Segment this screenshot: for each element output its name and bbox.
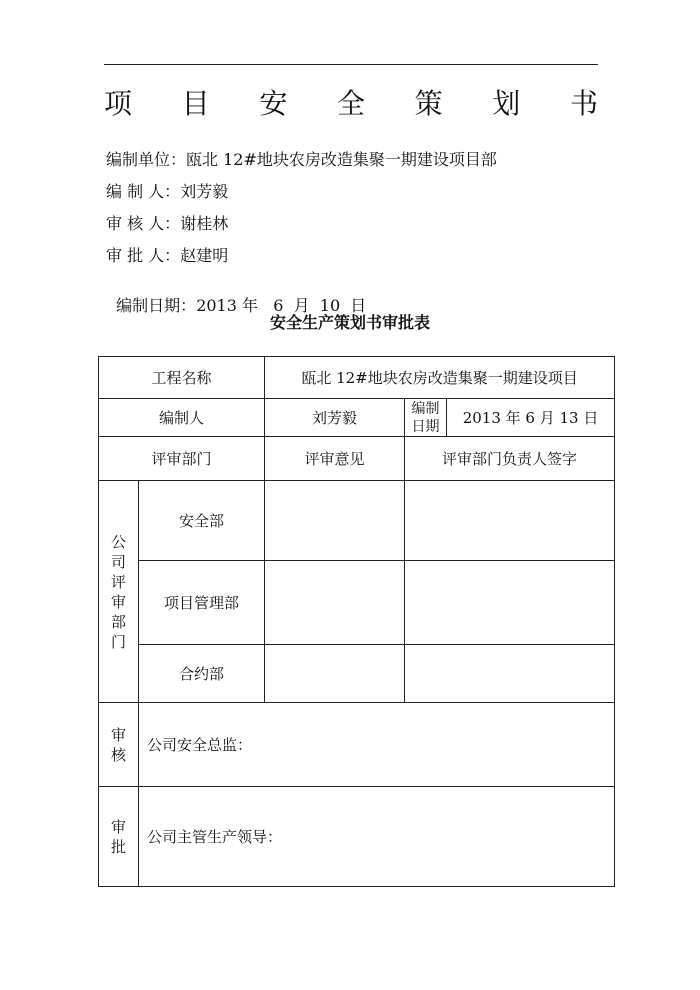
table-row-dept-2 — [99, 561, 615, 645]
department-signature-cell — [405, 645, 615, 703]
table-row-dept-1 — [99, 481, 615, 561]
department-opinion-cell — [265, 481, 405, 561]
table-row-compiler — [99, 399, 615, 437]
title-char-3: 安 — [259, 87, 288, 120]
meta-unit-label: 编制单位： — [106, 150, 187, 169]
meta-approver-value: 赵建明 — [180, 246, 229, 265]
meta-date-line — [106, 276, 366, 316]
meta-unit-value: 瓯北 12#地块农房改造集聚一期建设项目部 — [186, 150, 497, 169]
company-review-group-cell — [99, 481, 139, 703]
approval-table — [98, 356, 615, 887]
top-rule — [104, 64, 598, 65]
review-text: 公司安全总监： — [139, 703, 615, 787]
compiler-label: 编制人 — [99, 399, 265, 437]
header-signature: 评审部门负责人签字 — [405, 437, 615, 481]
table-row-headers — [99, 437, 615, 481]
department-signature-cell — [405, 481, 615, 561]
meta-approver-label: 审 批 人： — [106, 246, 181, 265]
meta-unit-line — [106, 150, 497, 170]
meta-compiler-value: 刘芳毅 — [180, 182, 229, 201]
compile-date-label: 编制日期 — [411, 400, 440, 435]
table-row-dept-3 — [99, 645, 615, 703]
title-char-1: 项 — [104, 87, 133, 120]
review-label-cell — [99, 703, 139, 787]
meta-compiler-label: 编 制 人： — [106, 182, 181, 201]
table-title: 安全生产策划书审批表 — [269, 313, 430, 332]
department-opinion-cell — [265, 645, 405, 703]
approve-text: 公司主管生产领导： — [139, 787, 615, 887]
department-name: 合约部 — [139, 645, 265, 703]
table-row-project — [99, 357, 615, 399]
header-dept: 评审部门 — [99, 437, 265, 481]
meta-reviewer-line — [106, 214, 228, 234]
title-char-6: 划 — [492, 87, 521, 120]
approve-label: 审批 — [110, 817, 126, 856]
approve-label-cell — [99, 787, 139, 887]
department-opinion-cell — [265, 561, 405, 645]
table-row-review — [99, 703, 615, 787]
compile-date-label-cell — [405, 399, 447, 437]
meta-reviewer-value: 谢桂林 — [180, 214, 229, 233]
meta-approver-line — [106, 246, 228, 266]
department-name: 项目管理部 — [139, 561, 265, 645]
department-signature-cell — [405, 561, 615, 645]
compile-date-value: 2013 年 6 月 13 日 — [447, 399, 615, 437]
meta-date-value: 2013 年 6 月 10 日 — [196, 296, 367, 315]
compiler-value: 刘芳毅 — [265, 399, 405, 437]
table-row-approve — [99, 787, 615, 887]
meta-compiler-line — [106, 182, 228, 202]
meta-date-label: 编制日期： — [116, 296, 197, 315]
review-label: 审核 — [110, 725, 126, 764]
document-title — [104, 84, 598, 124]
project-name-value: 瓯北 12#地块农房改造集聚一期建设项目 — [265, 357, 615, 399]
title-char-4: 全 — [336, 87, 365, 120]
header-opinion: 评审意见 — [265, 437, 405, 481]
title-char-5: 策 — [414, 87, 443, 120]
company-review-group-label: 公司评审部门 — [110, 532, 126, 651]
meta-reviewer-label: 审 核 人： — [106, 214, 181, 233]
project-name-label: 工程名称 — [99, 357, 265, 399]
title-char-2: 目 — [181, 87, 210, 120]
title-char-7: 书 — [569, 87, 598, 120]
department-name: 安全部 — [139, 481, 265, 561]
